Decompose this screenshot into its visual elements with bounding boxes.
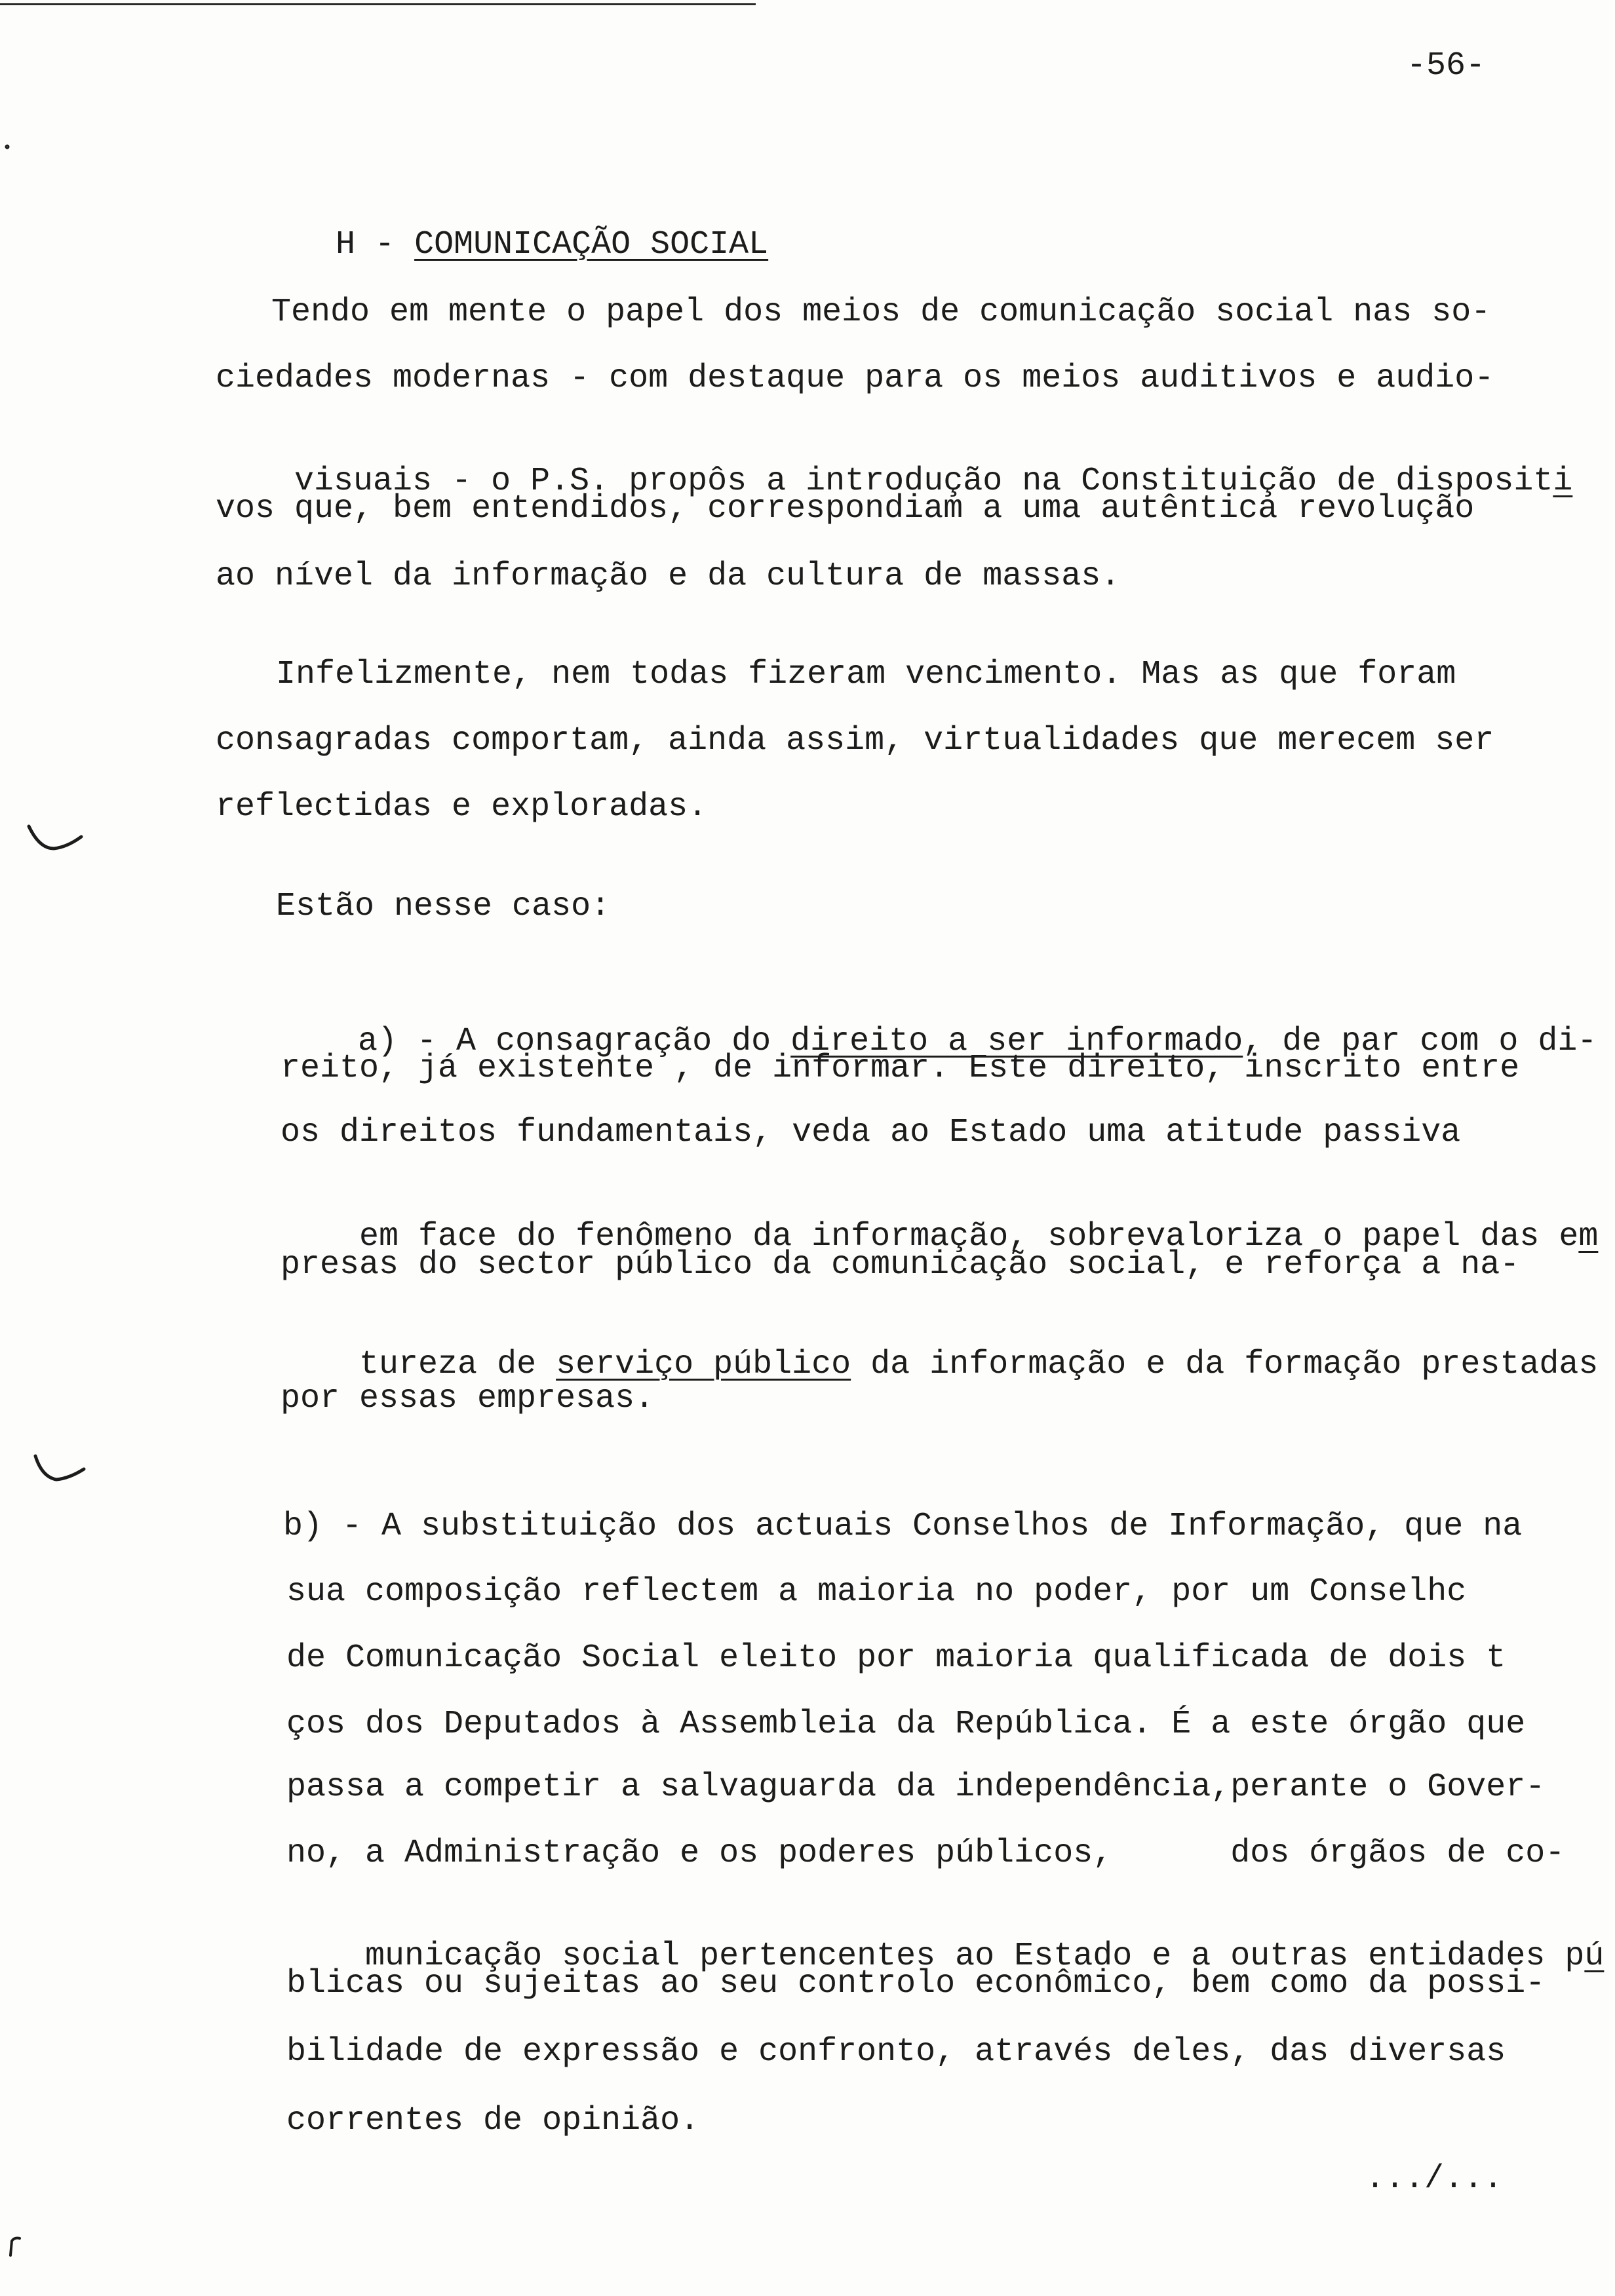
check-mark-1: [26, 822, 85, 855]
scan-dot: [0, 0, 20, 170]
text-line: passa a competir a salvaguarda da independência,perante o Gover-: [286, 1769, 1546, 1806]
margin-mark: [5, 2233, 25, 2259]
text-line: correntes de opinião.: [286, 2102, 700, 2139]
top-rule: [0, 3, 756, 5]
text-segment: municação social pertencentes ao Estado e a outras entidades p: [365, 1938, 1585, 1975]
text-segment: a) - A consagração do: [358, 1023, 791, 1060]
text-line: Infelizmente, nem todas fizeram vencimento. Mas as que foram: [276, 656, 1456, 693]
text-line: presas do sector público da comunicação social, e reforça a na-: [281, 1246, 1520, 1284]
underlined-phrase: direito a ser informado: [790, 1023, 1243, 1060]
text-line: ao nível da informação e da cultura de massas.: [216, 558, 1121, 595]
page-number: -56-: [1407, 47, 1486, 85]
text-line: ciedades modernas - com destaque para os meios auditivos e audio-: [216, 360, 1494, 397]
hyphenation-mark: m: [1578, 1218, 1599, 1255]
list-item-b-line: b) - A substituição dos actuais Conselhos de Informação, que na: [283, 1508, 1523, 1545]
text-line: Tendo em mente o papel dos meios de comunicação social nas so-: [271, 294, 1491, 331]
text-line: ços dos Deputados à Assembleia da República. É a este órgão que: [286, 1706, 1526, 1743]
text-line: Estão nesse caso:: [276, 888, 611, 925]
text-line: reflectidas e exploradas.: [216, 788, 708, 826]
text-segment: em face do fenômeno da informação, sobrevaloriza o papel das e: [359, 1218, 1579, 1255]
text-line: por essas empresas.: [281, 1380, 655, 1417]
text-segment: visuais - o P.S. propôs a introdução na Constituição de disposit: [294, 463, 1553, 500]
continuation-mark: .../...: [1365, 2160, 1504, 2198]
text-segment: da informação e da formação prestadas: [851, 1346, 1599, 1383]
section-heading: [257, 190, 768, 300]
section-prefix: H -: [336, 226, 415, 263]
check-mark-2: [33, 1453, 92, 1486]
text-line: os direitos fundamentais, veda ao Estado uma atitude passiva: [281, 1114, 1461, 1151]
text-line: bilidade de expressão e confronto, através deles, das diversas: [286, 2033, 1506, 2071]
text-line: de Comunicação Social eleito por maioria qualificada de dois t: [286, 1639, 1506, 1677]
text-segment: tureza de: [359, 1346, 556, 1383]
text-line: no, a Administração e os poderes públicos, dos órgãos de co-: [286, 1835, 1565, 1872]
text-line: consagradas comportam, ainda assim, virtualidades que merecem ser: [216, 722, 1494, 759]
text-line: reito, já existente , de informar. Este direito, inscrito entre: [281, 1050, 1520, 1087]
section-title: COMUNICAÇÃO SOCIAL: [414, 226, 769, 263]
text-segment: , de par com o di-: [1243, 1023, 1597, 1060]
text-line: blicas ou sujeitas ao seu controlo econômico, bem como da possi-: [286, 1965, 1546, 2002]
underlined-phrase: serviço público: [556, 1346, 851, 1383]
hyphenation-mark: i: [1553, 463, 1573, 500]
text-line: vos que, bem entendidos, correspondiam a uma autêntica revolução: [216, 490, 1475, 527]
hyphenation-mark: ú: [1584, 1938, 1605, 1975]
text-line: sua composição reflectem a maioria no poder, por um Conselhc: [286, 1573, 1467, 1611]
